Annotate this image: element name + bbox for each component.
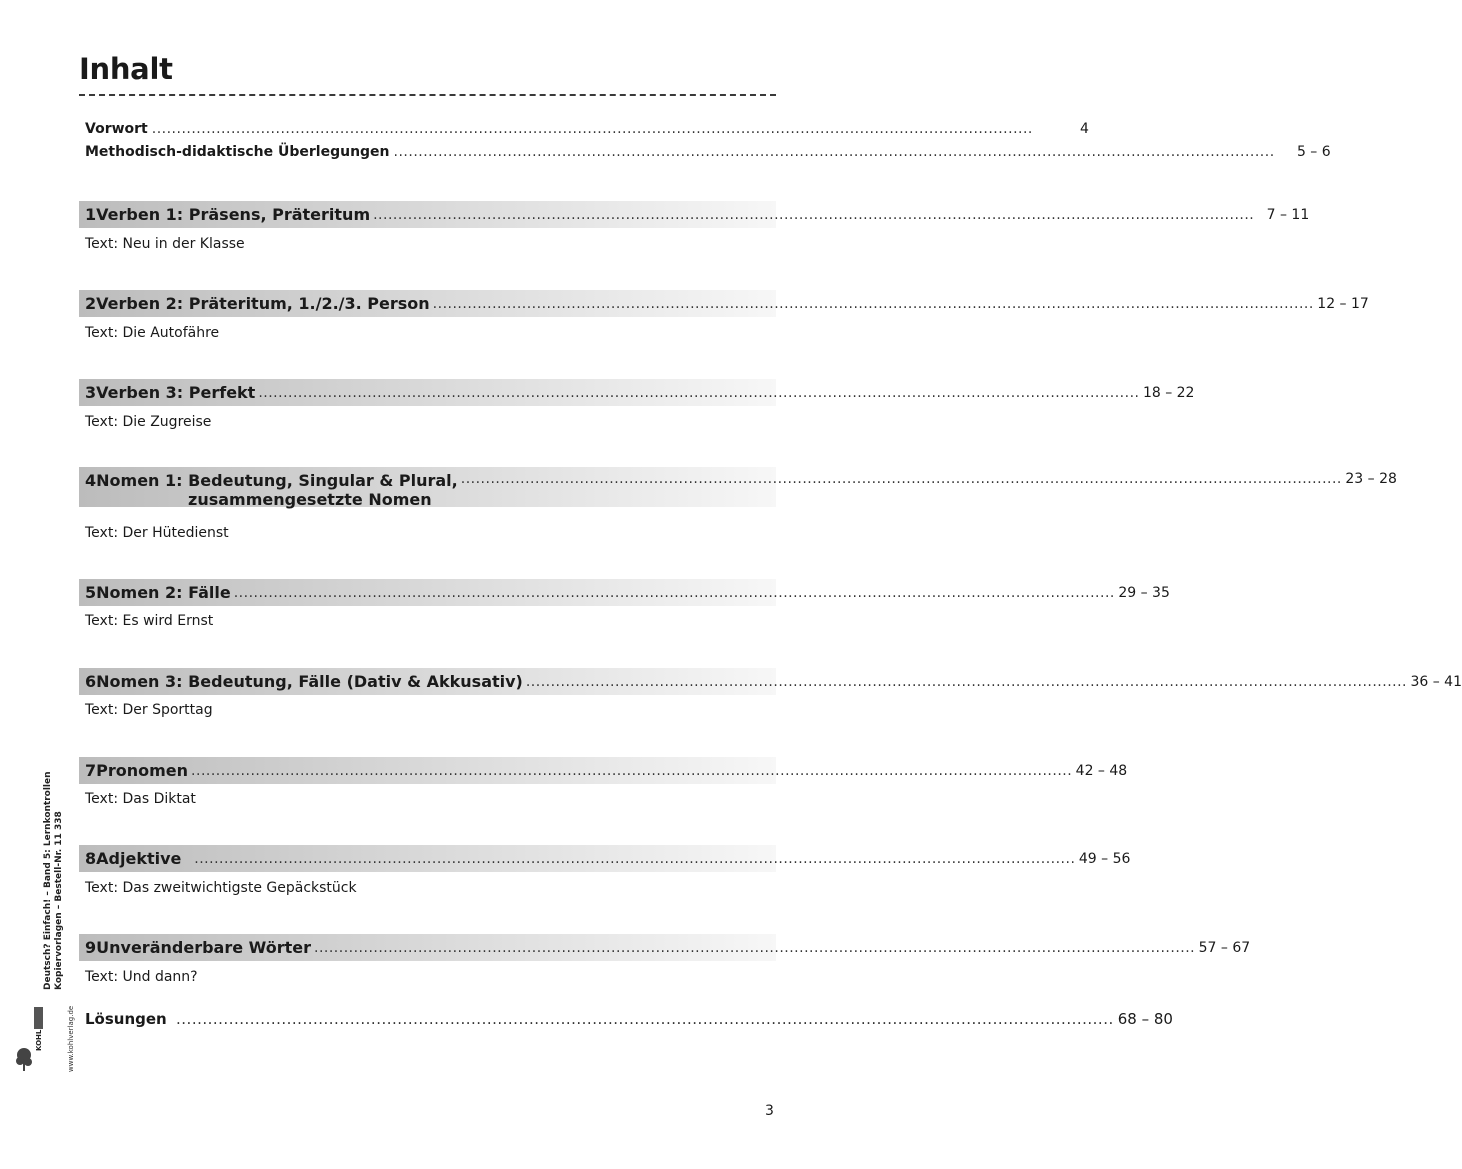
chapter-pages: 49 – 56 [1078, 850, 1131, 867]
chapter-number: 3 [85, 383, 97, 402]
chapter-4-text: Text: Der Hütedienst [85, 525, 229, 541]
page-title: Inhalt [79, 52, 173, 86]
toc-entry-pages: 4 [1079, 121, 1089, 137]
chapter-title: Unveränderbare Wörter [96, 938, 311, 957]
chapter-number: 7 [85, 761, 97, 780]
title-divider [79, 94, 776, 96]
chapter-title-line2: zusammengesetzte Nomen [188, 490, 432, 509]
toc-entry-label: Methodisch-didaktische Überlegungen [85, 144, 390, 160]
chapter-7-text: Text: Das Diktat [85, 791, 196, 807]
chapter-6-text: Text: Der Sporttag [85, 702, 213, 718]
chapter-5-header[interactable] [79, 579, 1170, 606]
leader-dots: .................................................................................................................................................................................. [525, 673, 1407, 690]
chapter-number: 6 [85, 672, 97, 691]
chapter-title: Nomen 2: Fälle [96, 583, 231, 602]
chapter-number: 1 [85, 205, 97, 224]
chapter-number: 9 [85, 938, 97, 957]
chapter-number: 5 [85, 583, 97, 602]
toc-entry-label: Vorwort [85, 121, 148, 137]
logo-text: KOHL [35, 1029, 43, 1051]
imprint-line-1: Deutsch? Einfach! – Band 5: Lernkontrollen [43, 771, 53, 990]
chapter-pages: 7 – 11 [1266, 206, 1310, 223]
chapter-number: 4 [85, 471, 97, 490]
toc-entry-label: Lösungen [85, 1010, 167, 1028]
chapter-9-text: Text: Und dann? [85, 969, 198, 985]
chapter-pages: 42 – 48 [1075, 762, 1128, 779]
chapter-title: Verben 2: Präteritum, 1./2./3. Person [96, 294, 430, 313]
chapter-1-header[interactable] [79, 201, 1310, 228]
chapter-8-text: Text: Das zweitwichtigste Gepäckstück [85, 880, 357, 896]
chapter-5-text: Text: Es wird Ernst [85, 613, 214, 629]
leader-dots: .................................................................................................................................................................................. [184, 850, 1076, 867]
leader-dots: .................................................................................................................................................................................. [432, 295, 1314, 312]
chapter-3-text: Text: Die Zugreise [85, 414, 212, 430]
chapter-number: 8 [85, 849, 97, 868]
chapter-pages: 29 – 35 [1118, 584, 1170, 601]
leader-dots: .................................................................................................................................................................................. [393, 144, 1275, 160]
leader-dots: .................................................................................................................................................................................. [373, 206, 1255, 223]
chapter-title: Verben 1: Präsens, Präteritum [96, 205, 371, 224]
toc-entry-pages: 68 – 80 [1117, 1010, 1173, 1028]
leader-dots: .................................................................................................................................................................................. [258, 384, 1140, 401]
toc-entry-methodisch[interactable] [79, 144, 1331, 171]
leader-dots: .................................................................................................................................................................................. [151, 121, 1033, 137]
leader-dots: .................................................................................................................................................................................. [191, 762, 1073, 779]
leader-dots: .................................................................................................................................................................................. [460, 471, 1342, 487]
chapter-2-header[interactable] [79, 290, 1369, 317]
chapter-number: 2 [85, 294, 97, 313]
chapter-6-header[interactable] [79, 668, 1462, 695]
chapter-2-text: Text: Die Autofähre [85, 325, 220, 341]
toc-entry-loesungen[interactable] [79, 1010, 1173, 1037]
chapter-title: Verben 3: Perfekt [96, 383, 256, 402]
imprint-line-2: Kopiervorlagen – Bestell-Nr. 11 338 [54, 811, 64, 990]
chapter-1-text: Text: Neu in der Klasse [85, 236, 245, 252]
chapter-pages: 36 – 41 [1410, 673, 1462, 690]
leader-dots: .................................................................................................................................................................................. [170, 1010, 1114, 1028]
publisher-imprint [43, 771, 65, 990]
page-number: 3 [765, 1103, 774, 1119]
chapter-4-header[interactable] [79, 467, 1397, 509]
chapter-pages: 57 – 67 [1198, 939, 1251, 956]
chapter-7-header[interactable] [79, 757, 1128, 784]
chapter-title: Nomen 1: Bedeutung, Singular & Plural, [96, 471, 458, 490]
chapter-pages: 23 – 28 [1345, 471, 1397, 487]
chapter-title: Adjektive [96, 849, 182, 868]
chapter-title: Nomen 3: Bedeutung, Fälle (Dativ & Akkusativ) [96, 672, 523, 691]
leader-dots: .................................................................................................................................................................................. [233, 584, 1115, 601]
chapter-title: Pronomen [96, 761, 189, 780]
publisher-url: www.kohlverlag.de [67, 1005, 75, 1072]
chapter-pages: 12 – 17 [1317, 295, 1369, 312]
chapter-pages: 18 – 22 [1142, 384, 1195, 401]
kohl-logo-icon [14, 1005, 44, 1073]
leader-dots: .................................................................................................................................................................................. [314, 939, 1196, 956]
chapter-9-header[interactable] [79, 934, 1251, 961]
toc-entry-pages: 5 – 6 [1296, 144, 1331, 160]
chapter-8-header[interactable] [79, 845, 1131, 872]
chapter-3-header[interactable] [79, 379, 1195, 406]
